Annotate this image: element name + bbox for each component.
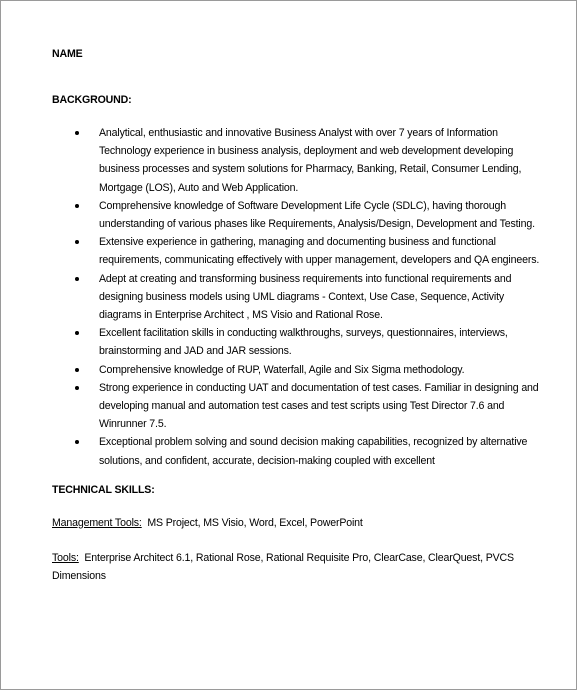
bullet-icon: [75, 277, 79, 281]
list-item: Adept at creating and transforming business requirements into functional requirements and designing business models using UML diagrams - Context, Use Case, Sequence, Activity diagrams in Enterprise Architect , MS Visio and Rational Rose.: [52, 270, 542, 325]
tools-line: [52, 550, 542, 585]
bullet-icon: [75, 131, 79, 135]
list-item: Analytical, enthusiastic and innovative Business Analyst with over 7 years of Information Technology experience in business analysis, deployment and web development developing business processes and system solutions for Pharmacy, Banking, Retail, Consumer Lending, Mortgage (LOS), Auto and Web Application.: [52, 124, 542, 197]
list-item: Comprehensive knowledge of Software Development Life Cycle (SDLC), having thorough understanding of various phases like Requirements, Analysis/Design, Development and Testing.: [52, 197, 542, 233]
list-item: Excellent facilitation skills in conducting walkthroughs, surveys, questionnaires, interviews, brainstorming and JAD and JAR sessions.: [52, 324, 542, 360]
list-item: Exceptional problem solving and sound decision making capabilities, recognized by alternative solutions, and confident, accurate, decision-making coupled with excellent: [52, 433, 542, 469]
management-tools-label: Management Tools:: [52, 516, 142, 529]
bullet-icon: [75, 368, 79, 372]
bullet-icon: [75, 386, 79, 390]
bullet-icon: [75, 204, 79, 208]
list-item: Extensive experience in gathering, managing and documenting business and functional requirements, communicating effectively with upper management, developers and QA engineers.: [52, 233, 542, 269]
tools-label: Tools:: [52, 552, 79, 565]
management-tools-line: [52, 515, 542, 533]
bullet-icon: [75, 331, 79, 335]
name-heading: NAME: [52, 48, 83, 60]
background-title: BACKGROUND:: [52, 94, 132, 106]
technical-skills-title: TECHNICAL SKILLS:: [52, 483, 155, 496]
management-tools-value: MS Project, MS Visio, Word, Excel, PowerPoint: [147, 516, 363, 529]
resume-content: [52, 46, 542, 585]
bullet-icon: [75, 240, 79, 244]
tools-value: Enterprise Architect 6.1, Rational Rose, Rational Requisite Pro, ClearCase, ClearQuest, PVCS Dimensions: [52, 552, 514, 582]
bullet-icon: [75, 440, 79, 444]
background-bullet-list: [52, 124, 542, 470]
list-item: Comprehensive knowledge of RUP, Waterfall, Agile and Six Sigma methodology.: [52, 361, 542, 379]
list-item: Strong experience in conducting UAT and documentation of test cases. Familiar in designing and developing manual and automation test cases and test scripts using Test Director 7.6 and Winrunner 7.5.: [52, 379, 542, 434]
